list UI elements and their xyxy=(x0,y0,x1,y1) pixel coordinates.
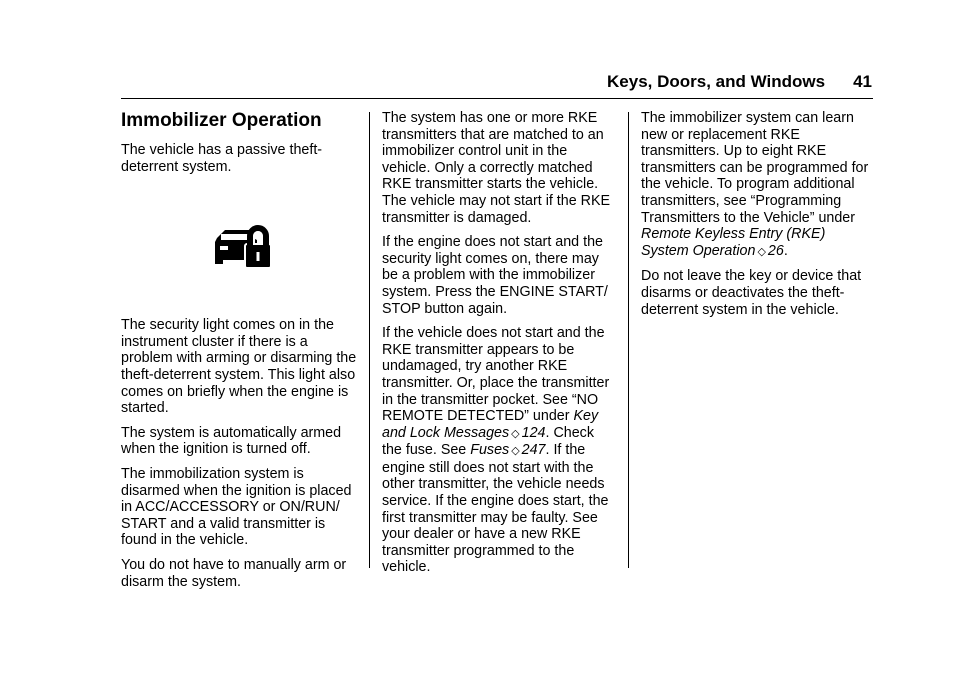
page-header xyxy=(607,72,872,92)
page-ref-arrow-icon: ◇ xyxy=(511,427,520,440)
text-run: The immobilizer system can learn new or replacement RKE transmitters. Up to eight RKE transmitters can be programmed for the vehicle. To program additional transmitters, see “Programming Transmitters to the Vehicle” under xyxy=(641,110,869,226)
page-number: 41 xyxy=(853,72,872,91)
header-title: Keys, Doors, and Windows xyxy=(607,72,826,91)
text-run: . Check the fuse. See xyxy=(382,424,594,459)
security-light-icon-graphic xyxy=(209,220,273,274)
cross-reference-link[interactable]: Fuses xyxy=(470,442,510,459)
cross-reference-link[interactable]: Key and Lock Messages xyxy=(382,408,599,441)
header-divider xyxy=(121,98,873,99)
text-run: If the vehicle does not start and the RKE transmitter appears to be undamaged, try another RKE transmitter. Or, place the transmitter in the transmitter pocket. See “NO REMOTE DETECTED” under xyxy=(382,325,610,425)
paragraph: If the engine does not start and the security light comes on, there may be a problem with the immobilizer system. Press the ENGINE START/ STOP button again. xyxy=(382,234,608,317)
page-ref-number[interactable]: 26 xyxy=(767,242,784,259)
paragraph: You do not have to manually arm or disarm the system. xyxy=(121,556,347,590)
text-run: . If the engine still does not start with the other transmitter, the vehicle needs service. If the engine does start, the first transmitter may be faulty. See your dealer or have a new RKE transmitter programmed to the vehicle. xyxy=(382,442,609,576)
column-3 xyxy=(641,110,873,326)
paragraph xyxy=(382,325,614,576)
column-divider-2 xyxy=(628,112,629,568)
paragraph xyxy=(641,110,873,260)
column-1 xyxy=(121,110,361,598)
paragraph: The vehicle has a passive theft-deterrent system. xyxy=(121,142,323,175)
page-ref-arrow-icon: ◇ xyxy=(511,445,520,458)
paragraph: The immobilization system is disarmed when the ignition is placed in ACC/ACCESSORY or ON/RUN/ START and a valid transmitter is found in the vehicle. xyxy=(121,465,352,549)
paragraph: The system is automatically armed when the ignition is turned off. xyxy=(121,424,342,458)
page-ref-arrow-icon: ◇ xyxy=(757,245,766,258)
column-2 xyxy=(382,110,614,584)
page-ref-number[interactable]: 124 xyxy=(521,424,546,441)
security-light-icon xyxy=(121,197,361,297)
paragraph: Do not leave the key or device that disarms or deactivates the theft-deterrent system in the vehicle. xyxy=(641,268,862,318)
column-divider-1 xyxy=(369,112,370,568)
text-run: . xyxy=(783,242,788,259)
paragraph: The system has one or more RKE transmitters that are matched to an immobilizer control unit in the vehicle. Only a correctly matched RKE transmitter starts the vehicle. The vehicle may not start if the RKE transmitter is damaged. xyxy=(382,110,611,226)
section-title: Immobilizer Operation xyxy=(121,110,322,131)
page-ref-number[interactable]: 247 xyxy=(521,442,546,459)
paragraph: The security light comes on in the instrument cluster if there is a problem with arming or disarming the theft-deterrent system. This light also comes on briefly when the engine is started. xyxy=(121,317,357,417)
cross-reference-link[interactable]: Remote Keyless Entry (RKE) System Operation xyxy=(641,226,826,259)
